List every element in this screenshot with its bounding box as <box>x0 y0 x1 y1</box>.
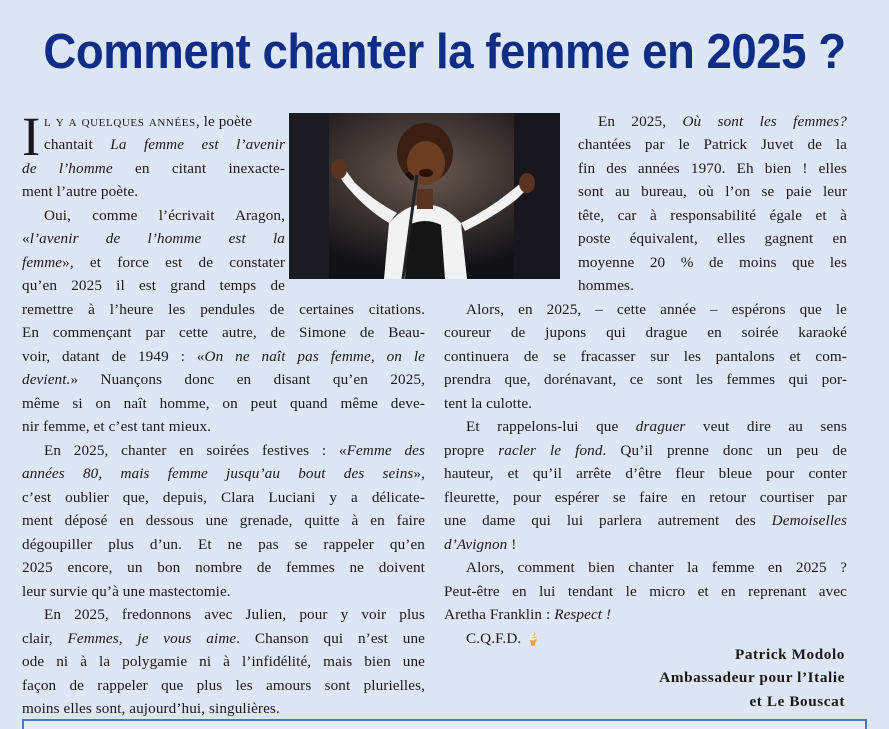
paragraph-line: Oui, comme l’écrivait Aragon, <box>44 207 285 224</box>
paragraph-line: tête, car à responsabilité égale et à <box>578 207 847 224</box>
paragraph-line: En 2025, fredonnons avec Julien, pour y voir plus <box>44 606 425 623</box>
paragraph-line: En 2025, Où sont les femmes? <box>598 113 847 130</box>
paragraph-line: hauteur, et qu’il arrête d’être fleur bleue pour conter <box>444 465 847 482</box>
paragraph-line: Alors, en 2025, – cette année – espérons que le <box>466 301 847 318</box>
paragraph-line: remettre à l’heure les pendules de certaines citations. <box>22 301 425 318</box>
paragraph-line: leur survie qu’à une mastectomie. <box>22 583 231 600</box>
paragraph-line: moyenne 20 % de moins que les <box>578 254 847 271</box>
paragraph-line: ode ni à la polygamie ni à l’infidélité, mais bien une <box>22 653 425 670</box>
paragraph-line: moins elles sont, aujourd’hui, singulières. <box>22 700 280 717</box>
paragraph-line: Et rappelons-lui que draguer veut dire au sens <box>466 418 847 435</box>
paragraph-line: dégoupiller plus d’un. Et ne pas se rappeler qu’en <box>22 536 425 553</box>
paragraph-line: nir femme, et c’est tant mieux. <box>22 418 212 435</box>
paragraph-line: 2025 encore, un bon nombre de femmes ne doivent <box>22 559 425 576</box>
paragraph-line: C.Q.F.D. 🍦 <box>466 630 542 647</box>
drop-cap: I <box>22 106 41 167</box>
paragraph-line: continuera de se fracasser sur les pantalons et com- <box>444 348 847 365</box>
paragraph-line: En commençant par cette autre, de Simone de Beau- <box>22 324 425 341</box>
paragraph-line: de l’homme en citant inexacte- <box>22 160 286 177</box>
paragraph-line: clair, Femmes, je vous aime. Chanson qui n’est une <box>22 630 425 647</box>
paragraph-line: coureur de jupons qui drague en soirée karaoké <box>444 324 847 341</box>
paragraph-line: qu’en 2025 il est grand temps de <box>22 277 285 294</box>
paragraph-line: devient.» Nuançons donc en disant qu’en 2025, <box>22 371 425 388</box>
paragraph-line: chantées par le Patrick Juvet de la <box>578 136 847 153</box>
paragraph-line: années 80, mais femme jusqu’au bout des seins», <box>22 465 425 482</box>
ice-cream-icon: 🍦 <box>525 631 542 646</box>
article-photo <box>289 113 560 279</box>
paragraph-line: chantait La femme est l’avenir <box>44 136 285 153</box>
paragraph-line: façon de rappeler que plus les amours sont plurielles, <box>22 677 425 694</box>
paragraph-line: tent la culotte. <box>444 395 533 412</box>
paragraph-line: fin des années 1970. Eh bien ! elles <box>578 160 847 177</box>
paragraph-line: Aretha Franklin : Respect ! <box>444 606 612 623</box>
paragraph-line: femme», et force est de constater <box>22 254 285 271</box>
paragraph-line: «l’avenir de l’homme est la <box>22 230 285 247</box>
paragraph-line: l y a quelques années, le poète <box>44 113 253 130</box>
paragraph-line: une dame qui lui parlera autrement des Demoiselles <box>444 512 847 529</box>
paragraph-line: même si on naît homme, on peut quand même deve- <box>22 395 425 412</box>
paragraph-line: ment l’autre poète. <box>22 183 139 200</box>
author-name: Patrick Modolo <box>734 646 845 663</box>
paragraph-line: prendra que, dorénavant, ce sont les femmes qui por- <box>444 371 847 388</box>
page-title: Comment chanter la femme en 2025 ? <box>43 25 846 79</box>
author-place: et Le Bouscat <box>749 693 845 710</box>
paragraph-line: Peut-être en lui tendant le micro et en reprenant avec <box>444 583 847 600</box>
paragraph-line: propre racler le fond. Qu’il prenne donc un peu de <box>444 442 847 459</box>
paragraph-line: c’est oublier que, depuis, Clara Luciani y a délicate- <box>22 489 425 506</box>
paragraph-line: En 2025, chanter en soirées festives : «Femme des <box>44 442 425 459</box>
paragraph-line: d’Avignon ! <box>444 536 517 553</box>
paragraph-line: fleurette, pour espérer se faire en retour courtiser par <box>444 489 847 506</box>
paragraph-line: hommes. <box>578 277 634 294</box>
singer-photo-illustration <box>289 113 560 279</box>
paragraph-line: Alors, comment bien chanter la femme en 2025 ? <box>466 559 847 576</box>
paragraph-line: ment déposé en dessous une grenade, quitte à en faire <box>22 512 425 529</box>
paragraph-line: sont au bureau, où l’on se paie leur <box>578 183 847 200</box>
paragraph-line: poste équivalent, elles gagnent en <box>578 230 847 247</box>
paragraph-line: voir, datant de 1949 : «On ne naît pas femme, on le <box>22 348 426 365</box>
author-role: Ambassadeur pour l’Italie <box>659 669 845 686</box>
